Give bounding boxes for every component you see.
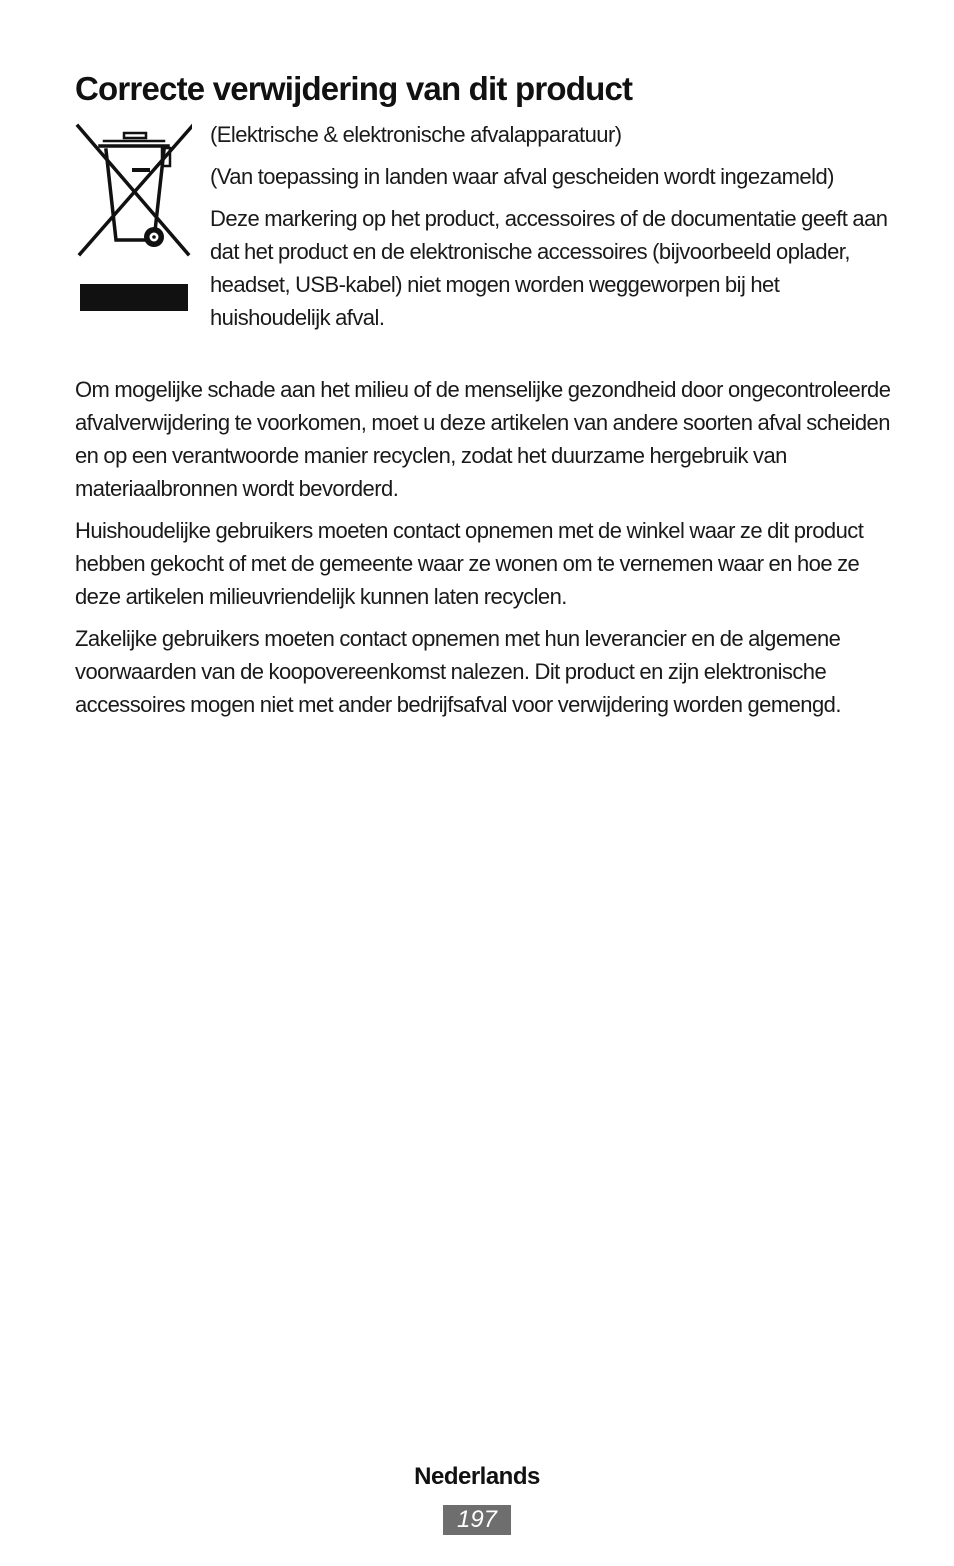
crossed-out-wheelie-bin-icon — [74, 122, 192, 314]
page-title: Correcte verwijdering van dit product — [75, 70, 633, 107]
body-paragraph-household-users: Huishoudelijke gebruikers moeten contact opnemen met de winkel waar ze dit product hebben gekocht of met de gemeente waar ze wonen om te vernemen waar en hoe ze deze artikelen milieuvriendelijk kunnen laten recyclen. — [75, 518, 864, 609]
body-section — [75, 373, 895, 730]
footer-language: Nederlands — [414, 1463, 540, 1490]
intro-section — [210, 118, 900, 343]
body-paragraph-environment: Om mogelijke schade aan het milieu of de menselijke gezondheid door ongecontroleerde afvalverwijdering te voorkomen, moet u deze artikelen van andere soorten afval scheiden en op een verantwoorde manier recyclen, zodat het duurzame hergebruik van materiaalbronnen wordt bevorderd. — [75, 377, 891, 501]
intro-paragraph-applicability: (Van toepassing in landen waar afval gescheiden wordt ingezameld) — [210, 164, 834, 189]
body-paragraph-business-users: Zakelijke gebruikers moeten contact opnemen met hun leverancier en de algemene voorwaarden van de koopovereenkomst nalezen. Dit product en zijn elektronische accessoires mogen niet met ander bedrijfsafval voor verwijdering worden gemengd. — [75, 626, 841, 717]
intro-paragraph-category: (Elektrische & elektronische afvalapparatuur) — [210, 122, 622, 147]
intro-paragraph-marking: Deze markering op het product, accessoires of de documentatie geeft aan dat het product en de elektronische accessoires (bijvoorbeeld oplader, headset, USB-kabel) niet mogen worden weggeworpen bij het huishoudelijk afval. — [210, 206, 888, 330]
page-number: 197 — [443, 1505, 511, 1535]
